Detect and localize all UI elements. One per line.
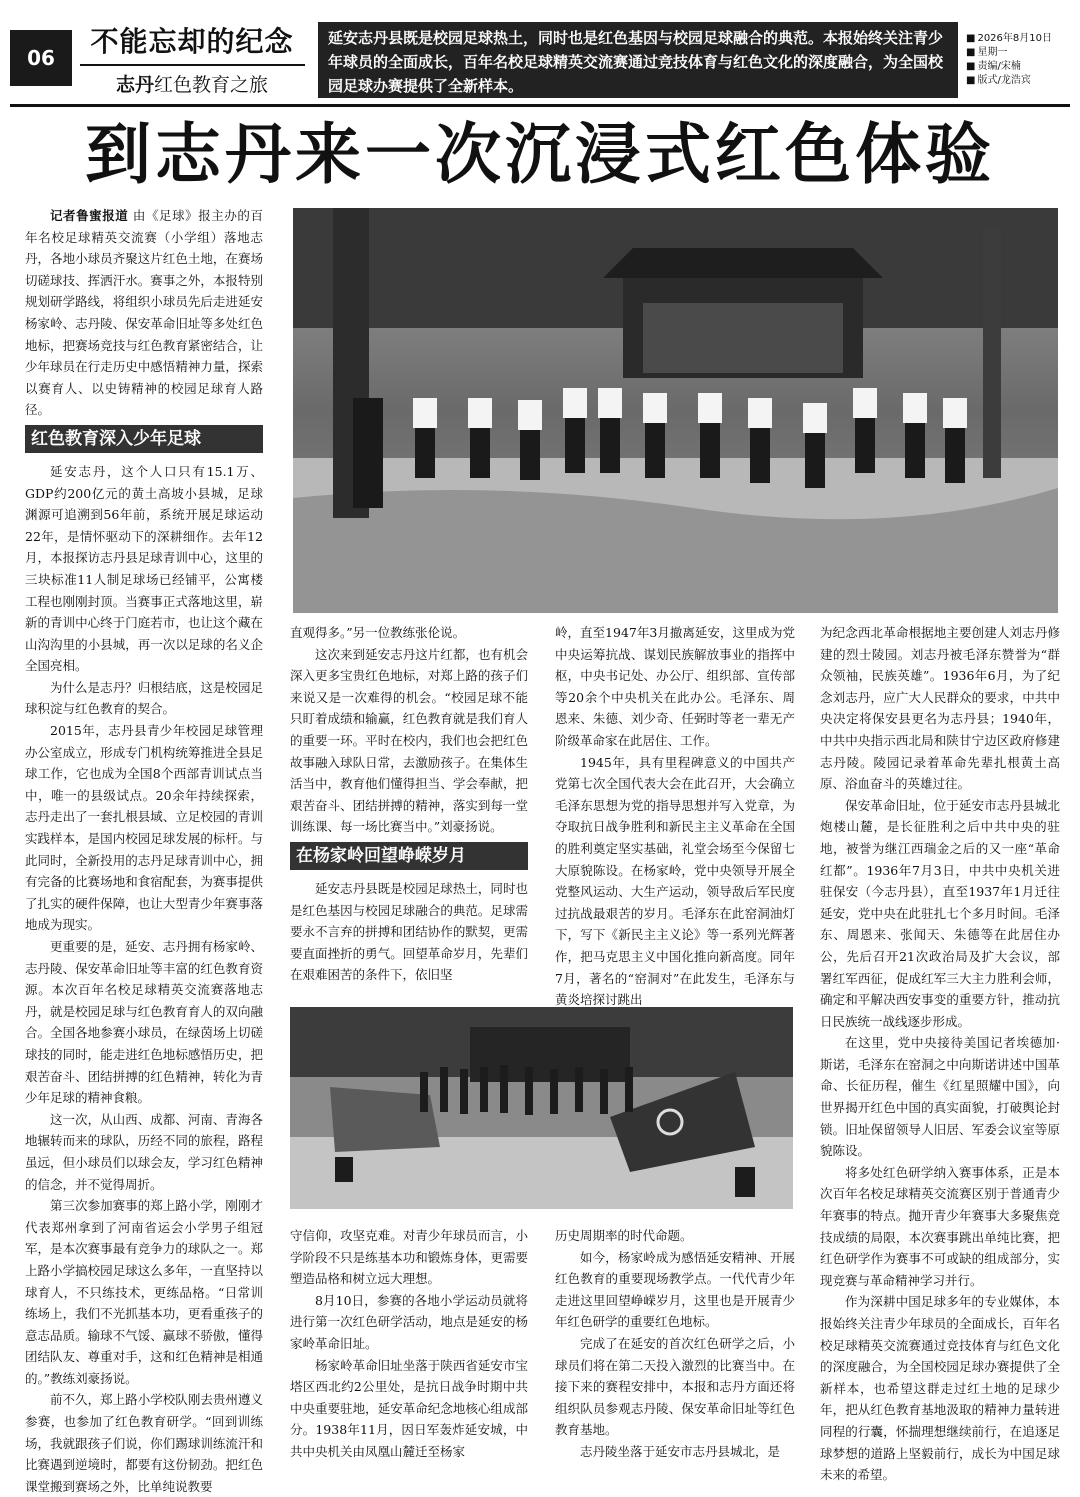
article-paragraph: 第三次参加赛事的郑上路小学，刚刚才代表郑州拿到了河南省运会小学男子组冠军，是本次赛事最有竞争力的球队之一。郑上路小学搞校园足球这么多年，一直坚持以球育人，不只练技术，更练品格。“日常训练场上，我们不光抓基本功，更看重孩子的意志品质。输球不气馁、赢球不骄傲，懂得团结队友、尊重对手，这和红色精神是相通的。”教练刘豪扬说。	[25, 1198, 263, 1386]
article-paragraph: 更重要的是，延安、志丹拥有杨家岭、志丹陵、保安革命旧址等丰富的红色教育资源。本次百年名校足球精英交流赛落地志丹，就是校园足球与红色教育育人的双向融合。全国各地参赛小球员，在绿茵场上切磋球技的同时，能走进红色地标感悟历史，把艰苦奋斗、团结拼搏的红色精神，转化为青少年足球的精神食粮。	[25, 939, 263, 1106]
article-column-4	[820, 622, 1060, 1483]
article-paragraph: 为什么是志丹？归根结底，这是校园足球积淀与红色教育的契合。	[25, 679, 263, 717]
article-column-2	[290, 622, 528, 1002]
article-paragraph: 完成了在延安的首次红色研学之后，小球员们将在第二天投入激烈的比赛当中。在接下来的赛程安排中，本报和志丹方面还将组织队员参观志丹陵、保安革命旧址等红色教育基地。	[555, 1335, 795, 1438]
article-paragraph: 2015年，志丹县青少年校园足球管理办公室成立，形成专门机构统筹推进全县足球工作，它也成为全国8个西部青训试点当中，唯一的县级试点。20余年持续探索，志丹走出了一套扎根县域、立足校园的青训实践样本，是国内校园足球发展的标杆。与此同时，全新投用的志丹足球青训中心，拥有完备的比赛场地和食宿配套，为赛事提供了扎实的硬件保障，也让大型青少年赛事落地成为现实。	[25, 723, 263, 933]
article-paragraph: 志丹陵坐落于延安市志丹县城北，是	[580, 1443, 781, 1459]
article-paragraph: 延安志丹县既是校园足球热土，同时也是红色基因与校园足球融合的典范。足球需要永不言弃的拼搏和团结协作的默契，更需要直面挫折的勇气。回望革命岁月，先辈们在艰难困苦的条件下，依旧坚	[290, 880, 528, 983]
subhead-red-education: 红色教育深入少年足球	[25, 425, 263, 453]
section-subtitle-text: 红色教育之旅	[154, 74, 269, 96]
section-title: 不能忘却的纪念	[90, 25, 294, 58]
section-subtitle	[72, 70, 312, 100]
article-paragraph: 杨家岭革命旧址坐落于陕西省延安市宝塔区西北约2公里处，是抗日战争时期中共中央重要驻地，延安革命纪念地核心组成部分。1938年11月，因日军轰炸延安城，中共中央机关由凤凰山麓迁至杨家	[290, 1357, 528, 1459]
article-paragraph: 作为深耕中国足球多年的专业媒体，本报始终关注青少年球员的全面成长，百年名校足球精英交流赛通过竞技体育与红色文化的深度融合，为全国校园足球办赛提供了全新样本，也希望这群走过红土地的足球少年，把从红色教育基地汲取的精神力量转进同程的行囊，怀揣理想继续前行，在追逐足球梦想的道路上坚毅前行，成长为中国足球未来的希望。	[820, 1294, 1060, 1483]
article-column-3	[555, 622, 795, 1008]
byline: 记者鲁蜜报道	[50, 208, 129, 223]
article-paragraph: 将多处红色研学纳入赛事体系，正是本次百年名校足球精英交流赛区别于普通青少年赛事的特点。抛开青少年赛事大多聚焦竞技成绩的局限，本次赛事跳出单纯比赛，把红色研学作为赛事不可或缺的组成部分，实现竞赛与革命精神学习并行。	[820, 1164, 1060, 1288]
article-paragraph: 历史周期率的时代命题。	[555, 1228, 693, 1243]
issue-editor: ■ 责编/宋楠	[966, 60, 1076, 74]
article-paragraph: 守信仰，攻坚克难。对青少年球员而言，小学阶段不只是练基本功和锻炼身体，更需要塑造品格和树立远大理想。	[290, 1228, 528, 1287]
article-paragraph: 延安志丹，这个人口只有15.1万、GDP约200亿元的黄土高坡小县城，足球渊源可追溯到56年前，系统开展足球运动22年，是情怀驱动下的深耕细作。去年12月，本报探访志丹县足球青训中心，这里的三块标准11人制足球场已经铺平，公寓楼工程也刚刚封顶。当赛事正式落地这里，崭新的青训中心终于门庭若市，也让这个藏在山沟沟里的小县城，再一次以足球的名义企全国亮相。	[25, 463, 263, 674]
article-paragraph: 在这里，党中央接待美国记者埃德加·斯诺，毛泽东在窑洞之中向斯诺讲述中国革命、长征历程，催生《红星照耀中国》，向世界揭开红色中国的真实面貌，打破舆论封锁。旧址保留领导人旧居、军委会议室等原貌陈设。	[820, 1035, 1060, 1159]
photo-players-bowing	[293, 208, 1058, 613]
article-paragraph: 直观得多。”另一位教练张伦说。	[290, 625, 466, 640]
article-column-1	[25, 205, 263, 1494]
section-divider	[80, 64, 305, 66]
article-paragraph: 1945年，具有里程碑意义的中国共产党第七次全国代表大会在此召开，大会确立毛泽东思想为党的指导思想并写入党章，为夺取抗日战争胜利和新民主主义革命在全国的胜利奠定坚实基础，礼堂会场至今保留七大原貌陈设。在杨家岭，党中央领导开展全党整风运动、大生产运动，领导敌后军民度过抗战最艰苦的岁月。毛泽东在此窑洞油灯下，写下《新民主主义论》等一系列光辉著作，把马克思主义中国化推向新高度。同年7月，著名的“窑洞对”在此发生，毛泽东与黄炎培探讨跳出	[555, 754, 795, 1008]
photo-flag-ceremony	[290, 1007, 793, 1209]
article-column-3-lower	[555, 1225, 795, 1475]
article-column-2-lower	[290, 1225, 528, 1475]
article-paragraph: 岭，直至1947年3月撤离延安，这里成为党中央运筹抗战、谋划民族解放事业的指挥中枢，中央书记处、办公厅、组织部、宣传部等20余个中央机关在此办公。毛泽东、周恩来、朱德、刘少奇、任弼时等老一辈无产阶级革命家在此居住、工作。	[555, 625, 795, 748]
article-paragraph: 前不久，郑上路小学校队刚去贵州遵义参赛，也参加了红色教育研学。“回到训练场，我就跟孩子们说，你们踢球训练流汗和比赛遇到逆境时，都要有这份韧劲。把红色课堂搬到赛场之外，比单纯说教要	[25, 1392, 263, 1494]
issue-meta	[966, 32, 1076, 88]
headline: 到志丹来一次沉浸式红色体验	[85, 115, 995, 193]
article-paragraph: 保安革命旧址，位于延安市志丹县城北炮楼山麓，是长征胜利之后中共中央的驻地，被誉为继江西瑞金之后的又一座“革命红都”。1936年7月3日，中共中央机关进驻保安（今志丹县），直至1937年1月迁往延安，党中央在此驻扎七个多月时间。毛泽东、周恩来、张闻天、朱德等在此居住办公，先后召开21次政治局及扩大会议，部署红军西征，促成红军三大主力胜利会师，确定和平解决西安事变的重要方针，推动抗日民族统一战线逐步形成。	[820, 797, 1060, 1029]
article-paragraph: 如今，杨家岭成为感悟延安精神、开展红色教育的重要现场教学点。一代代青少年走进这里回望峥嵘岁月，这里也是开展青少年红色研学的重要红色地标。	[555, 1249, 795, 1330]
lead-summary: 延安志丹县既是校园足球热土，同时也是红色基因与校园足球融合的典范。本报始终关注青少年球员的全面成长，百年名校足球精英交流赛通过竞技体育与红色文化的深度融合，为全国校园足球办赛提供了全新样本。	[318, 22, 958, 98]
page-number: 06	[10, 30, 72, 86]
section-subtitle-bold: 志丹	[115, 74, 154, 96]
subhead-yangjialing: 在杨家岭回望峥嵘岁月	[290, 842, 528, 870]
article-paragraph: 这次来到延安志丹这片红都，也有机会深入更多宝贵红色地标，对郑上路的孩子们来说又是一次难得的机会。“校园足球不能只盯着成绩和输赢，红色教育就是我们育人的重要一环。平时在校内，我们也会把红色故事融入球队日常，去激励孩子。在集体生活当中，教育他们懂得担当、学会奉献，把艰苦奋斗、团结拼搏的精神，落实到每一堂训练课、每一场比赛当中。”刘豪扬说。	[290, 646, 528, 835]
article-paragraph: 记者鲁蜜报道 由《足球》报主办的百年名校足球精英交流赛（小学组）落地志丹，各地小球员齐聚这片红色土地，在赛场切磋球技、挥洒汗水。赛事之外，本报特别规划研学路线，将组织小球员先后走进延安杨家岭、志丹陵、保安革命旧址等多处红色地标，把赛场竞技与红色教育紧密结合，让少年球员在行走历史中感悟精神力量，探索以赛育人、以史铸精神的校园足球育人路径。	[25, 208, 263, 418]
issue-date: ■ 2026年8月10日	[966, 32, 1076, 46]
article-paragraph: 8月10日，参赛的各地小学运动员就将进行第一次红色研学活动，地点是延安的杨家岭革命旧址。	[290, 1292, 528, 1351]
issue-weekday: ■ 星期一	[966, 46, 1076, 60]
article-paragraph: 为纪念西北革命根据地主要创建人刘志丹修建的烈士陵园。刘志丹被毛泽东赞誉为“群众领袖，民族英雄”。1936年6月，为了纪念刘志丹，应广大人民群众的要求，中共中央决定将保安县更名为志丹县；1940年，中共中央指示西北局和陕甘宁边区政府修建志丹陵。陵园记录着革命先辈扎根黄土高原、浴血奋斗的英雄过往。	[820, 625, 1060, 792]
issue-layout: ■ 版式/龙浩宾	[966, 74, 1076, 88]
header-rule	[10, 104, 1070, 107]
article-paragraph: 这一次，从山西、成都、河南、青海各地辗转而来的球队，历经不同的旅程，路程虽远，但小球员们以球会友，学习红色精神的信念，并不觉得周折。	[25, 1111, 263, 1192]
